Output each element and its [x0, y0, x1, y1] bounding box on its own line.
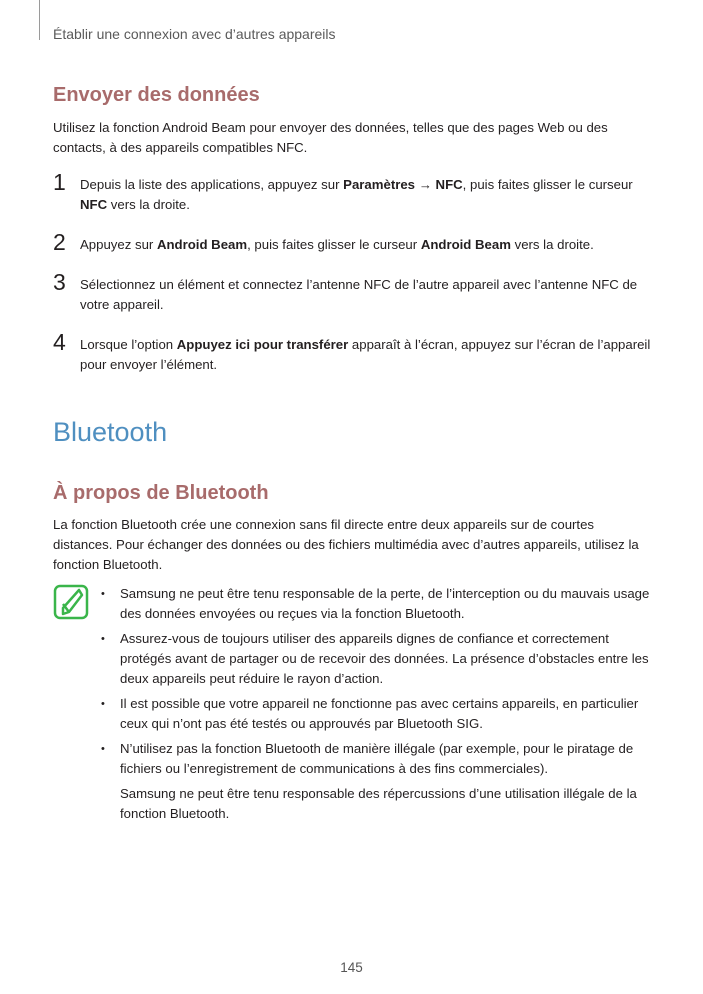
section-heading-about-bluetooth: À propos de Bluetooth: [53, 482, 269, 504]
step-text: Depuis la liste des applications, appuyez sur Paramètres → NFC, puis faites glisser le curseur NFC vers la droite.: [80, 177, 633, 212]
bold-term: Android Beam: [156, 237, 248, 252]
step-number: 2: [53, 229, 66, 255]
step-text: Appuyez sur Android Beam, puis faites glisser le curseur Android Beam vers la droite.: [80, 237, 594, 252]
bold-term: NFC: [80, 197, 108, 212]
bullet-marker: •: [101, 633, 105, 645]
bullet-marker: •: [101, 698, 105, 710]
step-number: 1: [53, 169, 66, 195]
step-3: [53, 269, 653, 315]
step-number: 4: [53, 329, 66, 355]
bullet-marker: •: [101, 588, 105, 600]
bold-term: Paramètres: [343, 177, 416, 192]
note-bullet: • Il est possible que votre appareil ne fonctionne pas avec certains appareils, en particulier ceux qui n’ont pas été testés ou approuvés par Bluetooth SIG.: [101, 696, 639, 731]
note-bullet-list: [101, 584, 651, 824]
note-bullet: • Assurez-vous de toujours utiliser des appareils dignes de confiance et correctement protégés avant de partager ou de recevoir des données. La présence d’obstacles entre les deux appareils peut réduire le rayon d’action.: [101, 631, 649, 686]
step-4: [53, 329, 653, 375]
header-rule: [39, 0, 40, 40]
bullet-marker: •: [101, 743, 105, 755]
step-1: [53, 169, 653, 215]
step-2: [53, 229, 653, 255]
note-icon: [53, 584, 89, 620]
step-number: 3: [53, 269, 66, 295]
bold-term: Android Beam: [420, 237, 511, 252]
about-bluetooth-paragraph: La fonction Bluetooth crée une connexion sans fil directe entre deux appareils sur de courtes distances. Pour échanger des données ou des fichiers multimédia avec d’autres appareils, utilisez la fonction Bluetooth.: [53, 517, 639, 572]
note-bullet: • Samsung ne peut être tenu responsable de la perte, de l’interception ou du mauvais usage des données envoyées ou reçues via la fonction Bluetooth.: [101, 586, 650, 621]
bluetooth-title: Bluetooth: [53, 417, 168, 447]
bold-term: NFC: [435, 177, 463, 192]
page-number: 145: [340, 960, 363, 975]
send-intro-paragraph: Utilisez la fonction Android Beam pour envoyer des données, telles que des pages Web ou des contacts, à des appareils compatibles NFC.: [53, 120, 608, 155]
step-text: Sélectionnez un élément et connectez l’antenne NFC de l’autre appareil avec l’antenne NFC de votre appareil.: [80, 277, 638, 312]
bold-term: Appuyez ici pour transférer: [176, 337, 349, 352]
step-text: Lorsque l’option Appuyez ici pour transférer apparaît à l’écran, appuyez sur l’écran de l’appareil pour envoyer l’élément.: [80, 337, 651, 372]
section-heading-send-data: Envoyer des données: [53, 84, 260, 106]
chapter-header: Établir une connexion avec d’autres appareils: [53, 26, 336, 42]
note-extra-paragraph: Samsung ne peut être tenu responsable des répercussions d’une utilisation illégale de la fonction Bluetooth.: [120, 786, 637, 821]
note-bullet: • N’utilisez pas la fonction Bluetooth de manière illégale (par exemple, pour le piratage de fichiers ou l’enregistrement de communications à des fins commerciales).: [101, 741, 634, 776]
